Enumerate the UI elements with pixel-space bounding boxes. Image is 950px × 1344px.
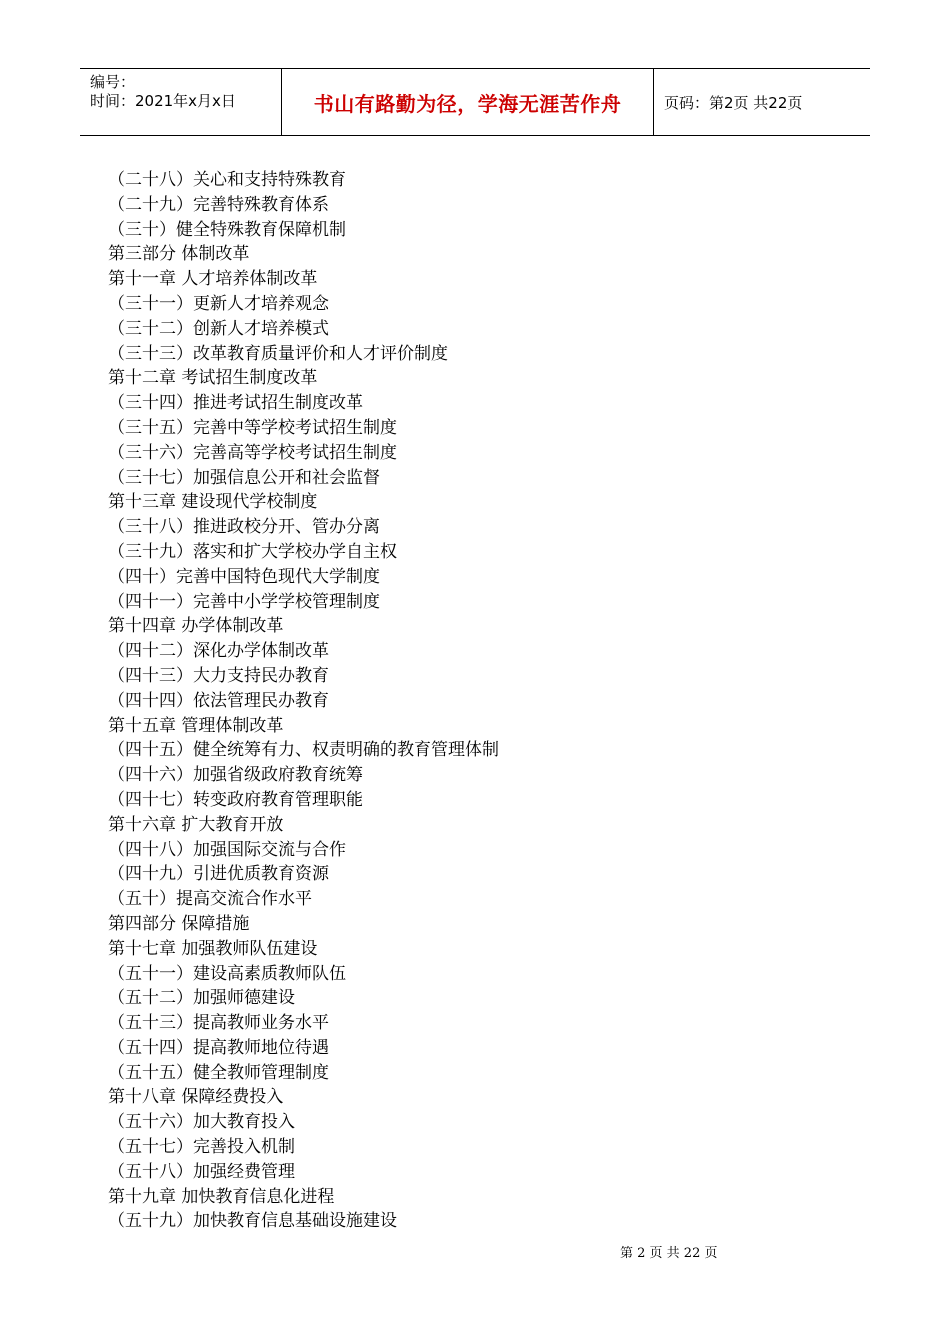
toc-line: 第三部分 体制改革 [108,244,250,265]
toc-line: （四十八）加强国际交流与合作 [108,839,346,860]
toc-line: （三十七）加强信息公开和社会监督 [108,467,380,488]
toc-line: （三十二）创新人才培养模式 [108,318,329,339]
toc-line: （五十五）健全教师管理制度 [108,1062,329,1083]
toc-line: （四十五）健全统筹有力、权责明确的教育管理体制 [108,740,499,761]
toc-line: （四十）完善中国特色现代大学制度 [108,566,380,587]
toc-line: （四十四）依法管理民办教育 [108,690,329,711]
toc-line: 第十七章 加强教师队伍建设 [108,938,318,959]
table-of-contents [108,168,808,1234]
toc-line: （五十七）完善投入机制 [108,1137,295,1158]
toc-line: 第十五章 管理体制改革 [108,715,284,736]
toc-line: （三十八）推进政校分开、管办分离 [108,517,380,538]
toc-line: （二十九）完善特殊教育体系 [108,194,329,215]
toc-line: （三十九）落实和扩大学校办学自主权 [108,541,397,562]
document-date-label: 时间：2021年x月x日 [90,92,236,110]
toc-line: （三十一）更新人才培养观念 [108,293,329,314]
toc-line: （三十四）推进考试招生制度改革 [108,393,363,414]
toc-line: （五十一）建设高素质教师队伍 [108,963,346,984]
toc-line: （四十七）转变政府教育管理职能 [108,789,363,810]
toc-line: （四十三）大力支持民办教育 [108,665,329,686]
toc-line: （五十）提高交流合作水平 [108,889,312,910]
toc-line: 第十六章 扩大教育开放 [108,814,284,835]
toc-line: 第十三章 建设现代学校制度 [108,492,318,513]
document-number-label: 编号： [90,73,136,91]
toc-line: （四十二）深化办学体制改革 [108,641,329,662]
toc-line: （五十六）加大教育投入 [108,1112,295,1133]
page-footer: 第 2 页 共 22 页 [620,1246,718,1261]
toc-line: 第十九章 加快教育信息化进程 [108,1186,335,1207]
toc-line: 第十二章 考试招生制度改革 [108,368,318,389]
toc-line: 第十一章 人才培养体制改革 [108,269,318,290]
toc-line: （三十五）完善中等学校考试招生制度 [108,417,397,438]
toc-line: 第十四章 办学体制改革 [108,616,284,637]
toc-line: （五十九）加快教育信息基础设施建设 [108,1211,397,1232]
toc-line: （五十八）加强经费管理 [108,1161,295,1182]
toc-line: （四十一）完善中小学学校管理制度 [108,591,380,612]
toc-line: （五十二）加强师德建设 [108,988,295,1009]
toc-line: （三十三）改革教育质量评价和人才评价制度 [108,343,448,364]
header-meta [80,69,282,135]
page-header [80,68,870,136]
toc-line: （五十三）提高教师业务水平 [108,1013,329,1034]
toc-line: （二十八）关心和支持特殊教育 [108,170,346,190]
toc-line: （四十九）引进优质教育资源 [108,864,329,885]
toc-line: （四十六）加强省级政府教育统筹 [108,765,363,786]
toc-line: （五十四）提高教师地位待遇 [108,1037,329,1058]
toc-line: 第四部分 保障措施 [108,913,250,934]
header-page-info: 页码：第2页 共22页 [664,93,803,112]
toc-line: （三十六）完善高等学校考试招生制度 [108,442,397,463]
toc-line: （三十）健全特殊教育保障机制 [108,219,346,240]
header-motto: 书山有路勤为径，学海无涯苦作舟 [282,69,654,135]
toc-line: 第十八章 保障经费投入 [108,1087,284,1108]
